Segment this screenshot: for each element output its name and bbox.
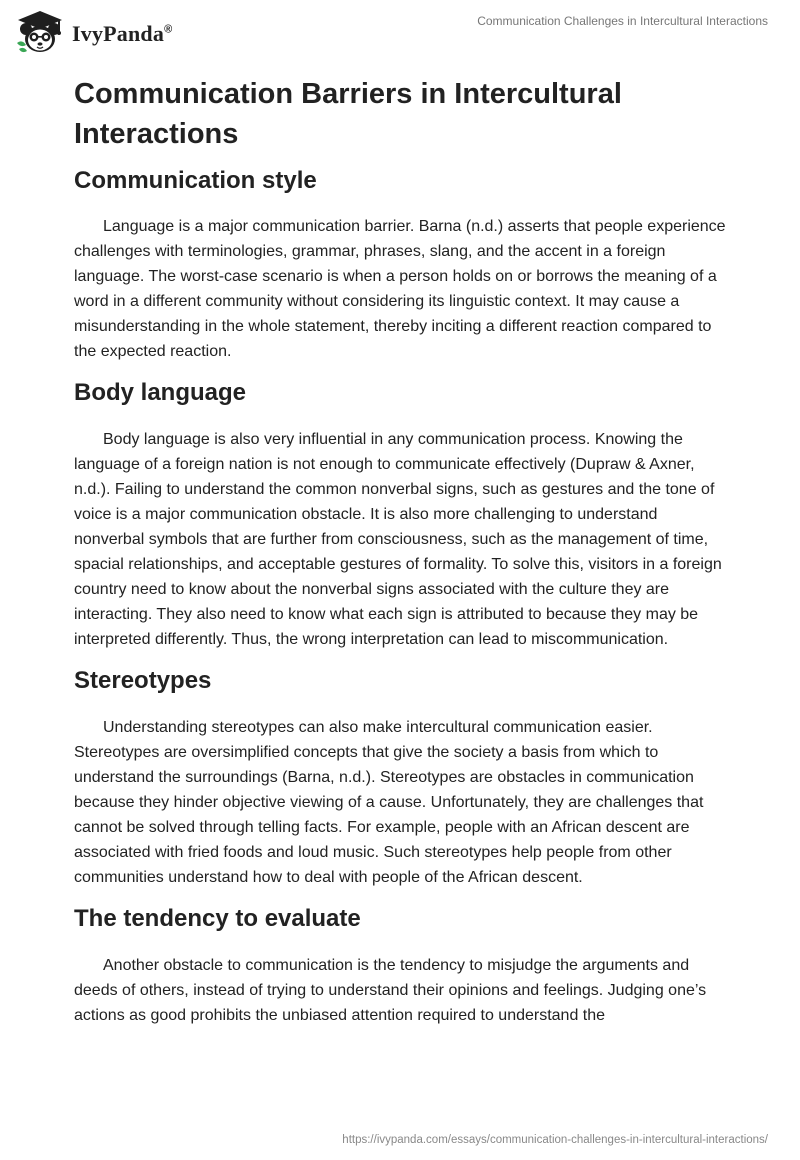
- source-url[interactable]: https://ivypanda.com/essays/communication-challenges-in-intercultural-interactions/: [342, 1134, 768, 1146]
- section-paragraph: Understanding stereotypes can also make intercultural communication easier. Stereotypes are oversimplified concepts that give the society a basis from which to understand the surroundings (Barna, n.d.). Stereotypes are obstacles in communication because they hinder objective viewing of a cause. Unfortunately, they are challenges that cannot be solved through telling facts. For example, people with an African descent are associated with fried foods and loud music. Such stereotypes help people from other communities understand how to deal with people of the African descent.: [74, 719, 704, 886]
- brand-name: IvyPanda®: [72, 21, 173, 46]
- section-heading: Body language: [74, 379, 247, 406]
- section-heading: The tendency to evaluate: [74, 905, 361, 932]
- header-document-title: Communication Challenges in Intercultural Interactions: [477, 14, 768, 28]
- section-paragraph: Language is a major communication barrier. Barna (n.d.) asserts that people experience challenges with terminologies, grammar, phrases, slang, and the accent in a foreign language. The worst-case scenario is when a person holds on or borrows the meaning of a word in a different community without considering its linguistic context. It may cause a misunderstanding in the whole statement, thereby inciting a different reaction compared to the expected reaction.: [74, 218, 726, 360]
- page-header: [0, 0, 800, 70]
- section-heading: Communication style: [74, 167, 317, 194]
- section-heading: Stereotypes: [74, 667, 212, 694]
- section-paragraph: Body language is also very influential in any communication process. Knowing the language of a foreign nation is not enough to communicate effectively (Dupraw & Axner, n.d.). Failing to understand the common nonverbal signs, such as gestures and the tone of voice is a major communication obstacle. It is also more challenging to understand nonverbal symbols that are further from consciousness, such as the management of time, spacial relationships, and acceptable gestures of formality. To solve this, visitors in a foreign country need to know about the nonverbal signs associated with the culture they are interacting. They also need to know what each sign is attributed to because they may be interpreted differently. Thus, the wrong interpretation can lead to miscommunication.: [74, 431, 722, 648]
- article: [74, 72, 728, 1028]
- ivypanda-logo[interactable]: [14, 9, 172, 55]
- article-title: Communication Barriers in Intercultural Interactions: [74, 78, 622, 150]
- panda-icon: [14, 9, 66, 55]
- section-paragraph: Another obstacle to communication is the tendency to misjudge the arguments and deeds of others, instead of trying to understand their opinions and feelings. Judging one’s actions as good prohibits the unbiased attention required to understand the: [74, 957, 707, 1024]
